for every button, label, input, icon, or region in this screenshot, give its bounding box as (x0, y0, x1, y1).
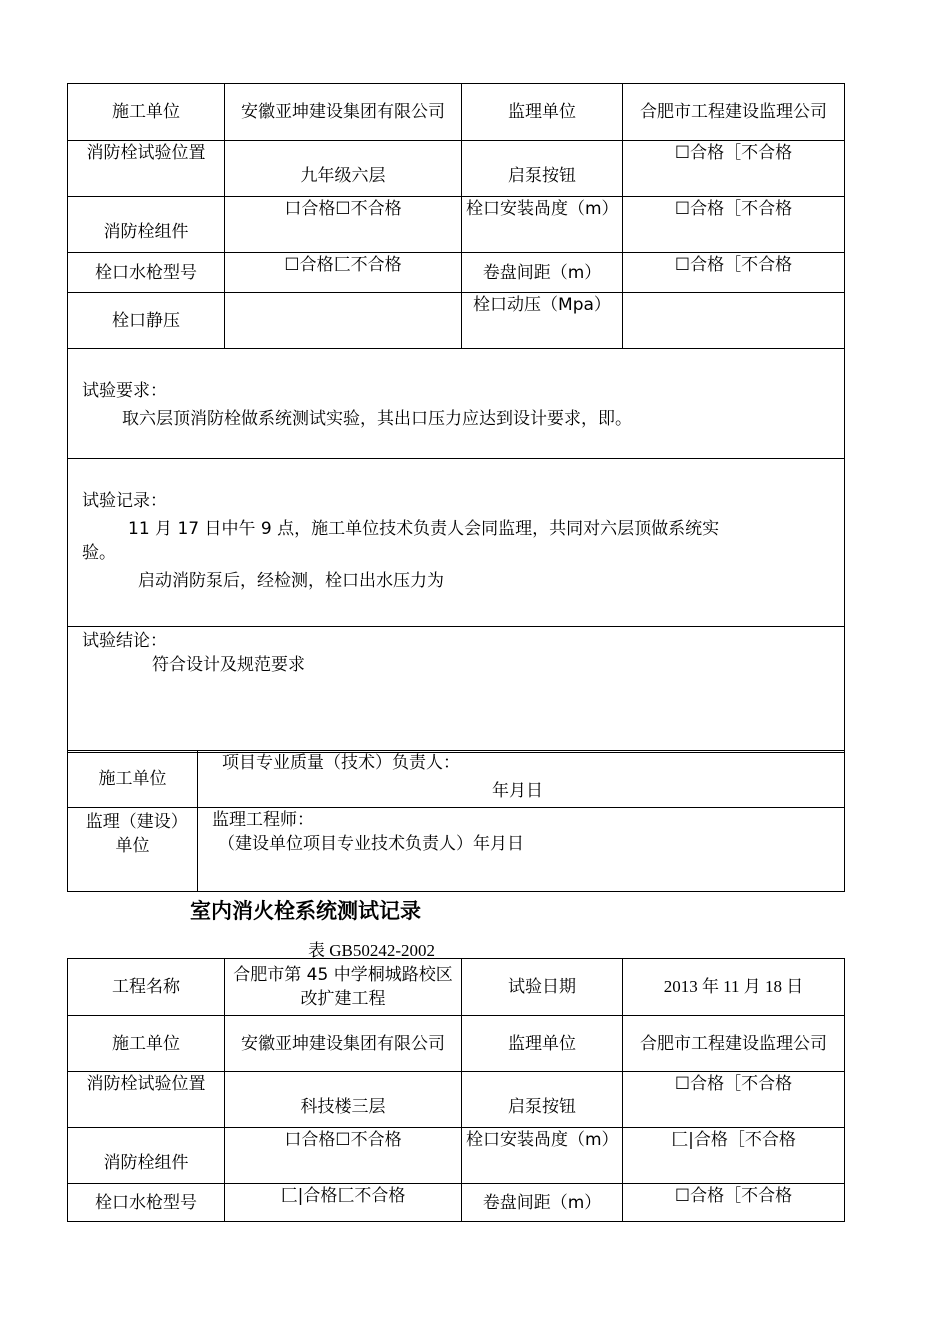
record-title: 试验记录： (82, 491, 167, 511)
supervision-unit-value: 合肥市工程建设监理公司 (623, 84, 845, 141)
construction-unit-label: 施工单位 (68, 84, 225, 141)
requirements-section (68, 349, 845, 459)
pump-button-checkbox: ☐合格［不合格 (623, 1072, 845, 1128)
reel-spacing-label: 卷盘间距（m） (462, 1184, 623, 1222)
project-name-value: 合肥市第 45 中学桐城路校区改扩建工程 (225, 959, 462, 1016)
static-pressure-value (225, 293, 462, 349)
install-height-label: 栓口安装咼度（m） (462, 197, 623, 253)
assembly-label: 消防栓组件 (68, 197, 225, 253)
record-line-2: 验。 (82, 543, 116, 563)
record-line-3: 启动消防泵后，经检测，栓口出水压力为 (138, 571, 444, 591)
requirements-text: 取六层顶消防栓做系统测试实验，其出口压力应达到设计要求，即。 (122, 409, 632, 429)
test-date-value: 2013 年 11 月 18 日 (623, 959, 845, 1016)
project-name-label: 工程名称 (68, 959, 225, 1016)
record2-table (67, 958, 845, 1222)
supervision-unit-label: 监理单位 (462, 1016, 623, 1072)
conclusion-section (68, 627, 845, 753)
supervision-unit-label: 监理单位 (462, 84, 623, 141)
install-height-checkbox: 匚|合格［不合格 (623, 1128, 845, 1184)
record-title-heading: 室内消火栓系统测试记录 (190, 899, 421, 923)
supervising-engineer-line: 监理工程师： (212, 810, 314, 830)
construction-unit-value: 安徽亚坤建设集团有限公司 (225, 84, 462, 141)
pump-button-label: 启泵按钮 (462, 141, 623, 197)
install-height-checkbox: ☐合格［不合格 (623, 197, 845, 253)
supervision-date-line: （建设单位项目专业技术负责人）年月日 (218, 834, 524, 854)
assembly-label: 消防栓组件 (68, 1128, 225, 1184)
gun-model-checkbox: 匚|合格匚不合格 (225, 1184, 462, 1222)
conclusion-text: 符合设计及规范要求 (152, 655, 305, 675)
test-date-label: 试验日期 (462, 959, 623, 1016)
construction-unit-label: 施工单位 (68, 1016, 225, 1072)
gun-model-checkbox: ☐合格匚不合格 (225, 253, 462, 293)
gun-model-label: 栓口水枪型号 (68, 1184, 225, 1222)
install-height-label: 栓口安装咼度（m） (462, 1128, 623, 1184)
test-location-label: 消防栓试验位置 (68, 141, 225, 197)
static-pressure-label: 栓口静压 (68, 293, 225, 349)
record-line-1: 11 月 17 日中午 9 点，施工单位技术负责人会同监理，共同对六层顶做系统实 (128, 519, 720, 539)
conclusion-title: 试验结论： (82, 631, 167, 651)
supervision-unit-value: 合肥市工程建设监理公司 (623, 1016, 845, 1072)
quality-manager-line: 项目专业质量（技术）负责人： (222, 753, 460, 773)
construction-date-line: 年月日 (492, 781, 543, 801)
record1-table (67, 83, 845, 753)
reel-spacing-label: 卷盘间距（m） (462, 253, 623, 293)
signature-table (67, 750, 845, 892)
reel-spacing-checkbox: ☐合格［不合格 (623, 253, 845, 293)
requirements-title: 试验要求： (82, 381, 167, 401)
sign-construction-block (198, 751, 845, 808)
sign-supervision-label: 监理（建设）单位 (68, 808, 198, 892)
pump-button-checkbox: ☐合格［不合格 (623, 141, 845, 197)
dynamic-pressure-value (623, 293, 845, 349)
assembly-checkbox: 口合格☐不合格 (225, 1128, 462, 1184)
dynamic-pressure-label: 栓口动压（Mpa） (462, 293, 623, 349)
table-code: 表 GB50242-2002 (308, 941, 436, 960)
test-location-value: 科技楼三层 (225, 1072, 462, 1128)
gun-model-label: 栓口水枪型号 (68, 253, 225, 293)
test-record-section (68, 459, 845, 627)
sign-construction-label: 施工单位 (68, 751, 198, 808)
test-location-label: 消防栓试验位置 (68, 1072, 225, 1128)
pump-button-label: 启泵按钮 (462, 1072, 623, 1128)
reel-spacing-checkbox: ☐合格［不合格 (623, 1184, 845, 1222)
assembly-checkbox: 口合格☐不合格 (225, 197, 462, 253)
test-location-value: 九年级六层 (225, 141, 462, 197)
construction-unit-value: 安徽亚坤建设集团有限公司 (225, 1016, 462, 1072)
sign-supervision-block (198, 808, 845, 892)
